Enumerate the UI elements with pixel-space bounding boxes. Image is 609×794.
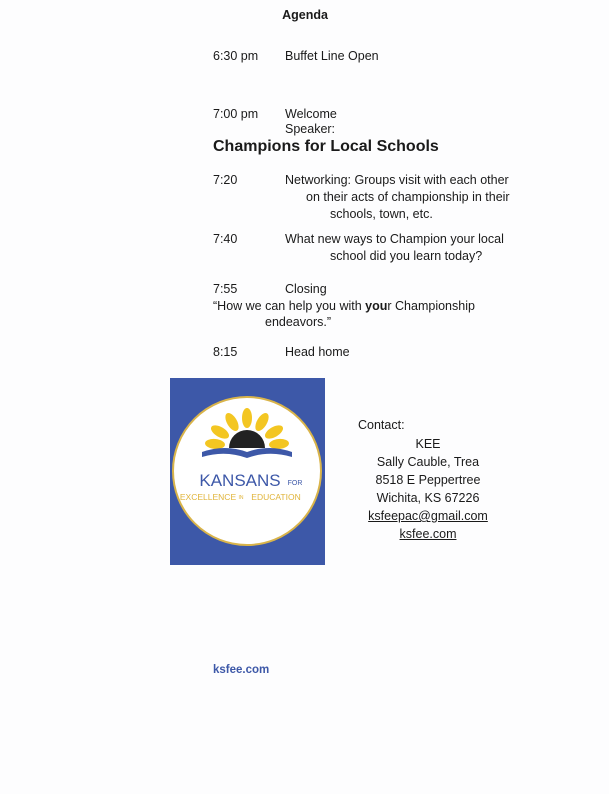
agenda-item: schools, town, etc.: [330, 207, 433, 221]
logo-text: KANSANS: [199, 471, 281, 490]
agenda-time: 7:40: [213, 232, 238, 246]
logo-text: FOR: [287, 480, 303, 487]
speaker-title: Champions for Local Schools: [213, 138, 439, 155]
agenda-item: Welcome: [285, 107, 337, 121]
contact-website-link[interactable]: ksfee.com: [399, 527, 457, 541]
contact-address: 8518 E Peppertree: [375, 473, 481, 487]
agenda-item: Closing: [285, 282, 327, 296]
agenda-item: Head home: [285, 345, 350, 359]
agenda-item: on their acts of championship in their: [306, 190, 510, 204]
contact-label: Contact:: [358, 418, 405, 432]
logo-text: IN: [238, 495, 244, 501]
contact-org: KEE: [415, 437, 441, 451]
closing-quote-line2: endeavors.”: [265, 315, 332, 329]
agenda-title: Agenda: [282, 8, 328, 22]
quote-text: r Championship: [387, 299, 475, 313]
agenda-time: 7:20: [213, 173, 238, 187]
contact-name: Sally Cauble, Trea: [376, 455, 480, 469]
agenda-item: Buffet Line Open: [285, 49, 379, 63]
agenda-item: What new ways to Champion your local: [285, 232, 504, 246]
logo-text: EXCELLENCE: [179, 492, 237, 502]
kee-logo: [170, 378, 325, 565]
footer-website-link[interactable]: ksfee.com: [213, 664, 270, 676]
agenda-time: 7:55: [213, 282, 238, 296]
agenda-time: 8:15: [213, 345, 238, 359]
agenda-time: 7:00 pm: [213, 107, 259, 121]
quote-text: “How we can help you with: [213, 299, 366, 313]
agenda-item: school did you learn today?: [330, 249, 483, 263]
closing-quote: [213, 299, 475, 314]
agenda-item: Networking: Groups visit with each other: [285, 173, 509, 187]
quote-emphasis: you: [365, 299, 388, 313]
agenda-item: Speaker:: [285, 122, 336, 136]
logo-text: EDUCATION: [251, 492, 301, 502]
contact-city: Wichita, KS 67226: [376, 491, 480, 505]
contact-email-link[interactable]: ksfeepac@gmail.com: [368, 509, 488, 523]
agenda-time: 6:30 pm: [213, 49, 259, 63]
